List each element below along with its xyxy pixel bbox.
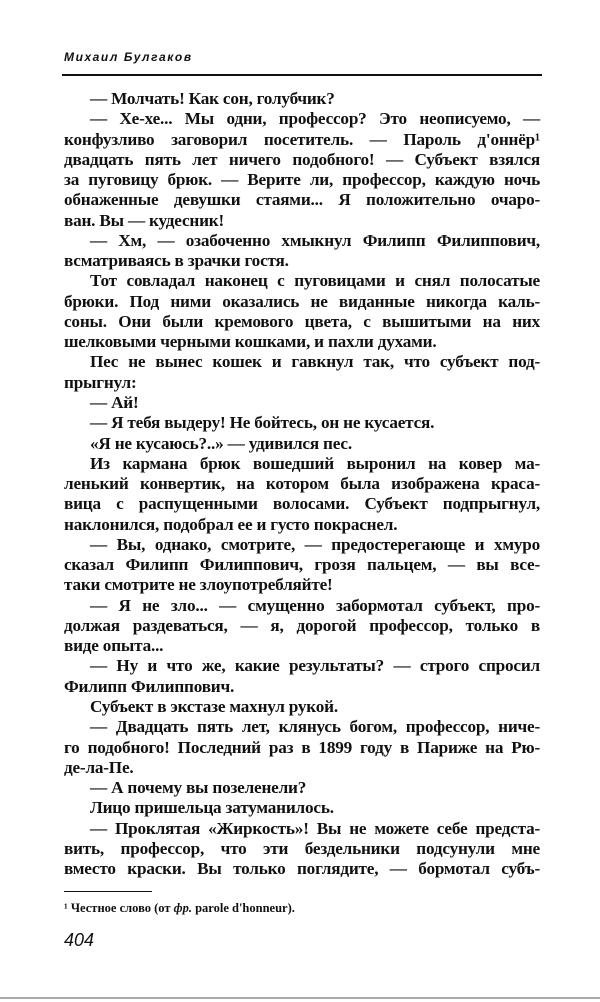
- text-line: го подобного! Последний раз в 1899 году в Париже на Рю-: [64, 737, 540, 757]
- body-text: [64, 89, 540, 879]
- running-head: Михаил Булгаков: [64, 50, 193, 64]
- text-line: сказал Филипп Филиппович, грозя пальцем, — вы все-: [64, 555, 540, 575]
- text-line: — Вы, однако, смотрите, — предостерегающе и хмуро: [90, 534, 540, 554]
- text-line: де-ла-Пе.: [64, 757, 134, 777]
- scan-edge: [0, 997, 600, 999]
- text-line: Пес не вынес кошек и гавкнул так, что субъект под-: [90, 352, 540, 372]
- text-line: — Ну и что же, какие результаты? — строго спросил: [90, 656, 540, 676]
- text-line: виде опыта...: [64, 636, 164, 656]
- text-line: «Я не кусаюсь?..» — удивился пес.: [90, 433, 352, 453]
- text-line: — А почему вы позеленели?: [90, 778, 307, 798]
- footnote-text: Честное слово (от: [67, 901, 174, 915]
- footnote-rule: [64, 891, 152, 892]
- text-line: должая раздеваться, — я, дорогой профессор, только в: [64, 615, 540, 635]
- text-line: — Я тебя выдеру! Не бойтесь, он не кусается.: [90, 413, 435, 433]
- text-line: таки смотрите не злоупотребляйте!: [64, 575, 333, 595]
- text-line: Филипп Филиппович.: [64, 676, 235, 696]
- text-line: прыгнул:: [64, 372, 137, 392]
- text-line: наклонился, подобрал ее и густо покраснел.: [64, 514, 398, 534]
- text-line: за пуговицу брюк. — Верите ли, профессор, каждую ночь: [64, 170, 540, 190]
- text-line: вица с распущенными волосами. Субъект подпрыгнул,: [64, 494, 540, 514]
- text-line: всматриваясь в зрачки гостя.: [64, 251, 289, 271]
- text-line: — Я не зло... — смущенно забормотал субъект, про-: [90, 595, 540, 615]
- text-line: Лицо пришельца затуманилось.: [90, 798, 334, 818]
- text-line: обнаженные девушки стаями... Я положительно очаро-: [64, 190, 540, 210]
- text-line: — Проклятая «Жиркость»! Вы не можете себе предста-: [90, 818, 540, 838]
- text-line: вить, профессор, что эти бездельники подсунули мне: [64, 838, 540, 858]
- header-rule: [62, 74, 542, 76]
- text-line: — Ай!: [90, 392, 139, 412]
- text-line: ван. Вы — кудесник!: [64, 210, 225, 230]
- footnote-text-end: parole d'honneur).: [191, 901, 295, 915]
- page-number: 404: [64, 930, 95, 950]
- text-line: Субъект в экстазе махнул рукой.: [90, 696, 338, 716]
- text-line: Из кармана брюк вошедший выронил на ковер ма-: [90, 453, 540, 473]
- footnote-mark: ¹: [64, 901, 68, 915]
- text-line: — Молчать! Как сон, голубчик?: [90, 89, 335, 108]
- text-line: конфузливо заговорил посетитель. — Пароль д'оннёр¹: [64, 129, 540, 149]
- text-line: — Двадцать пять лет, клянусь богом, профессор, ниче-: [90, 717, 540, 737]
- footnote: [64, 901, 295, 916]
- text-line: брюки. Под ними оказались не виданные никогда каль-: [64, 291, 540, 311]
- text-line: ленький конвертик, на котором была изображена краса-: [64, 474, 540, 494]
- text-line: шелковыми черными кошками, и пахли духами.: [64, 332, 437, 352]
- text-line: — Хм, — озабоченно хмыкнул Филипп Филиппович,: [90, 230, 540, 250]
- footnote-abbr: фр.: [173, 901, 192, 915]
- text-line: двадцать пять лет ничего подобного! — Субъект взялся: [64, 149, 540, 169]
- text-line: — Хе-хе... Мы одни, профессор? Это неописуемо, —: [90, 109, 540, 129]
- text-line: соны. Они были кремового цвета, с вышитыми на них: [64, 311, 540, 331]
- text-line: вместо краски. Вы только поглядите, — бормотал субъ-: [64, 859, 540, 879]
- text-line: Тот совладал наконец с пуговицами и снял полосатые: [90, 271, 540, 291]
